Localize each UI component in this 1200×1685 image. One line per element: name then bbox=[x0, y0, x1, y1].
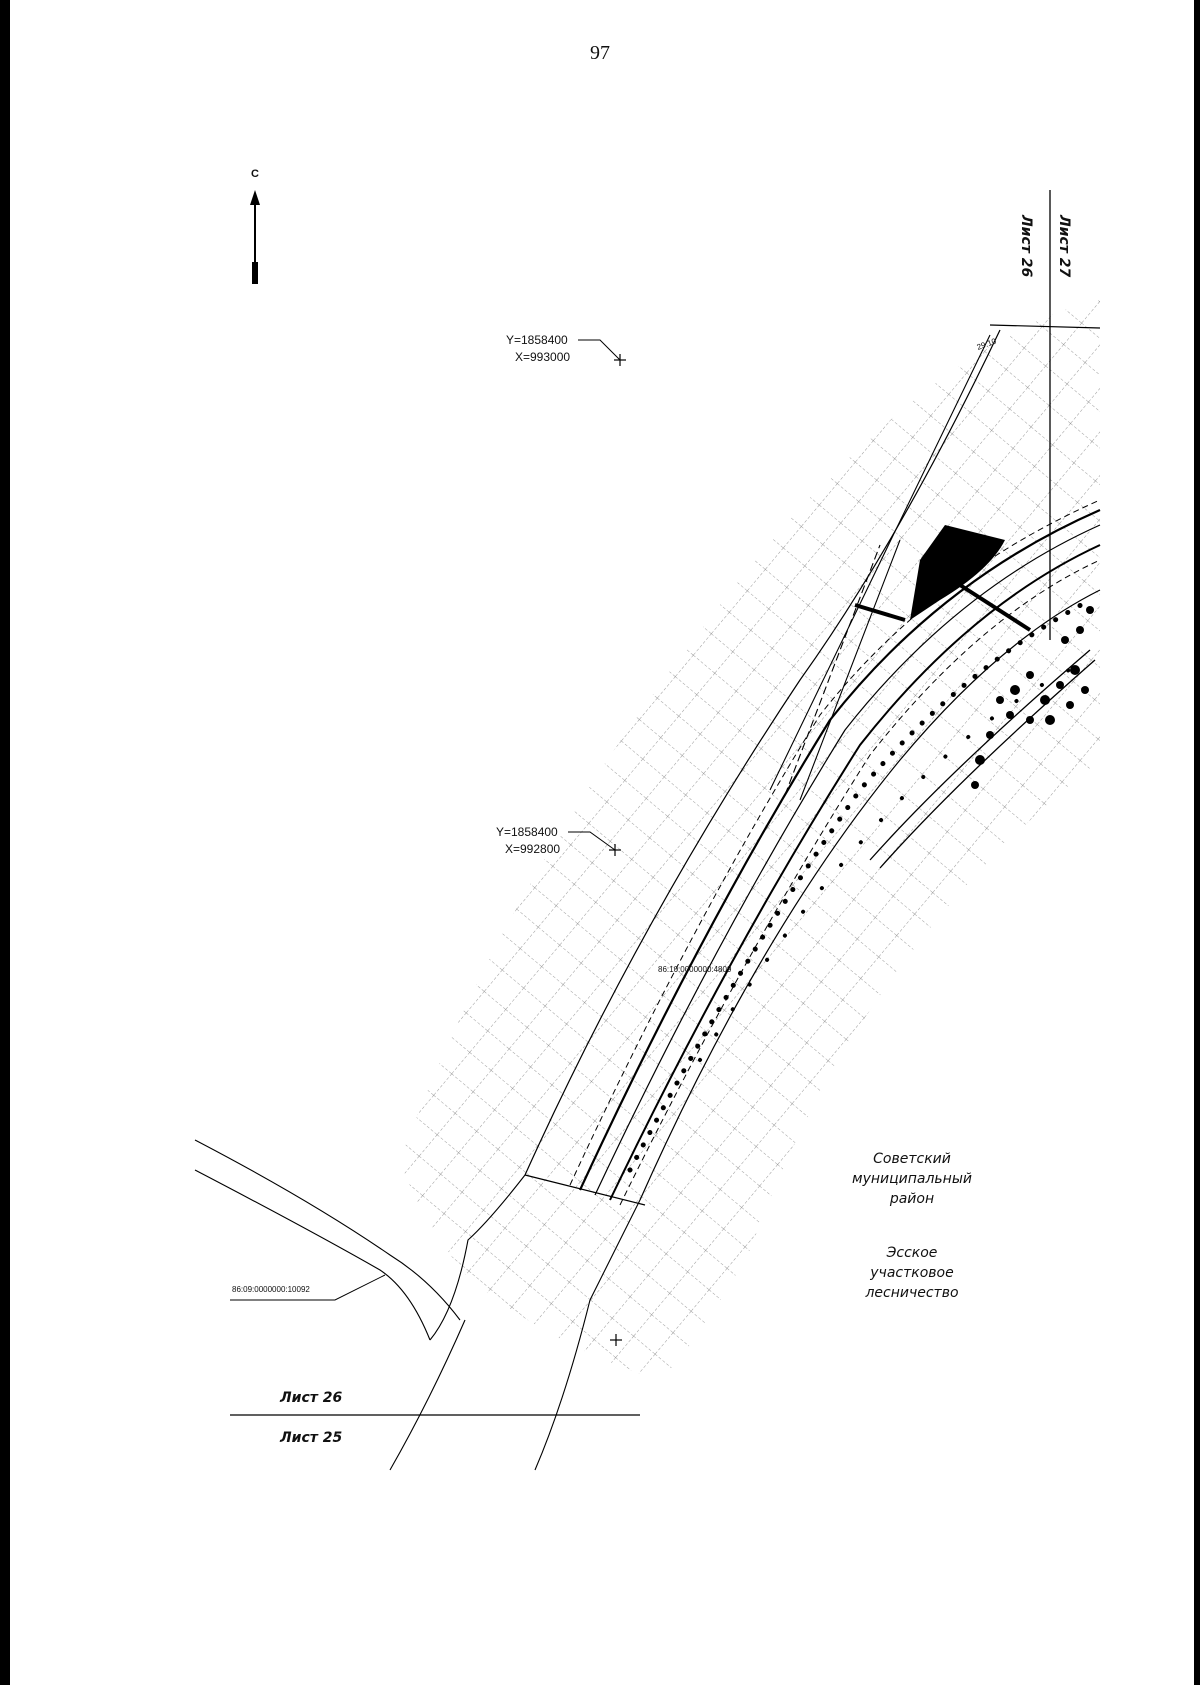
forestry-line-2: участковое bbox=[870, 1265, 954, 1281]
sheet-label-upper-left: Лист 26 bbox=[1018, 215, 1034, 278]
forestry-line-3: лесничество bbox=[865, 1285, 959, 1301]
road-lower-left-2 bbox=[195, 1170, 430, 1340]
district-line-3: район bbox=[889, 1191, 935, 1207]
coord-2-y: Y=1858400 bbox=[496, 825, 558, 839]
parcel-a-label: 86:10:0000000:4809 bbox=[658, 965, 732, 974]
north-arrow-icon bbox=[250, 190, 260, 284]
road-down-1 bbox=[390, 1320, 465, 1470]
district-line-1: Советский bbox=[873, 1151, 951, 1167]
sheet-label-upper-right: Лист 27 bbox=[1056, 215, 1072, 278]
coord-2-x: X=992800 bbox=[505, 842, 561, 856]
forestry-label bbox=[864, 1245, 958, 1301]
coord-1-x: X=993000 bbox=[515, 350, 571, 364]
leader-coord-1 bbox=[578, 340, 620, 360]
point-label: 29:10 bbox=[975, 336, 998, 352]
parcel-b-label: 86:09:0000000:10092 bbox=[232, 1285, 310, 1294]
sheet-label-lower-bottom: Лист 25 bbox=[280, 1430, 343, 1446]
coord-1-y: Y=1858400 bbox=[506, 333, 568, 347]
forestry-line-1: Эсское bbox=[886, 1245, 938, 1261]
sheet-label-lower-top: Лист 26 bbox=[280, 1390, 343, 1406]
forest-hatch-area bbox=[400, 300, 1100, 1380]
north-arrow-label: С bbox=[251, 168, 259, 180]
district-line-2: муниципальный bbox=[852, 1171, 972, 1187]
district-label bbox=[852, 1151, 972, 1207]
page-number: 97 bbox=[590, 42, 610, 64]
